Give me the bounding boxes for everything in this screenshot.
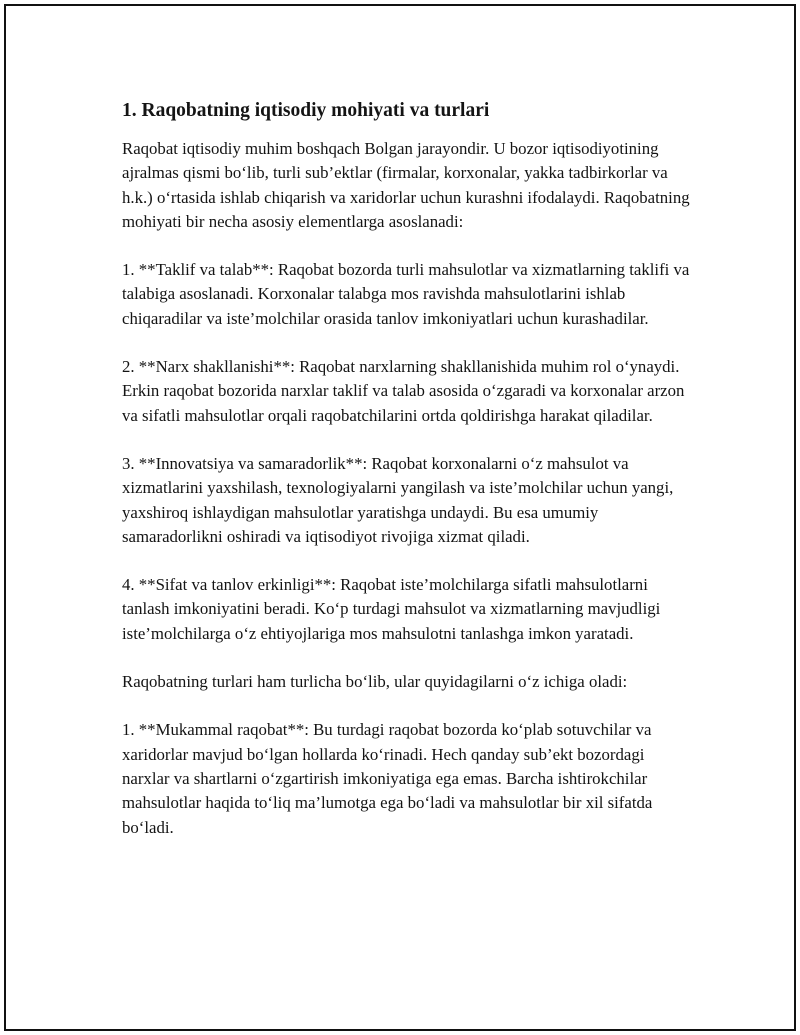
- page-frame: [4, 4, 796, 1031]
- page-title: 1. Raqobatning iqtisodiy mohiyati va turlari: [122, 100, 490, 121]
- paragraph-innovation: 3. **Innovatsiya va samaradorlik**: Raqobat korxonalarni o‘z mahsulot va xizmatlarini yaxshilash, texnologiyalarni yangilash va iste’molchilar uchun yangi, yaxshiroq ishlaydigan mahsulotlar yaratishga undaydi. Bu esa umumiy samaradorlikni oshiradi va iqtisodiyot rivojiga xizmat qiladi.: [122, 453, 674, 546]
- paragraph-intro: Raqobat iqtisodiy muhim boshqach Bolgan jarayondir. U bozor iqtisodiyotining ajralmas qismi bo‘lib, turli sub’ektlar (firmalar, korxonalar, yakka tadbirkorlar va h.k.) o‘rtasida ishlab chiqarish va xaridorlar uchun kurashni ifodalaydi. Raqobatning mohiyati bir necha asosiy elementlarga asoslanadi:: [122, 139, 690, 231]
- paragraph-price-formation: 2. **Narx shakllanishi**: Raqobat narxlarning shakllanishida muhim rol o‘ynaydi. Erkin raqobat bozorida narxlar taklif va talab asosida o‘zgaradi va korxonalar arzon va sifatli mahsulotlar orqali raqobatchilarini ortda qoldirishga harakat qiladilar.: [122, 357, 685, 425]
- paragraph-types-intro: Raqobatning turlari ham turlicha bo‘lib, ular quyidagilarni o‘z ichiga oladi:: [122, 672, 628, 692]
- document-body: [122, 98, 692, 864]
- paragraph-supply-demand: 1. **Taklif va talab**: Raqobat bozorda turli mahsulotlar va xizmatlarning taklifi va talabiga asoslanadi. Korxonalar talabga mos ravishda mahsulotlarini ishlab chiqaradilar va iste’molchilar orasida tanlov imkoniyatlari uchun kurashadilar.: [122, 260, 690, 328]
- paragraph-quality-choice: 4. **Sifat va tanlov erkinligi**: Raqobat iste’molchilarga sifatli mahsulotlarni tanlash imkoniyatini beradi. Ko‘p turdagi mahsulot va xizmatlarning mavjudligi iste’molchilarga o‘z ehtiyojlariga mos mahsulotni tanlashga imkon yaratadi.: [122, 575, 661, 643]
- paragraph-perfect-competition: 1. **Mukammal raqobat**: Bu turdagi raqobat bozorda ko‘plab sotuvchilar va xaridorlar mavjud bo‘lgan hollarda ko‘rinadi. Hech qanday sub’ekt bozordagi narxlar va shartlarni o‘zgartirish imkoniyatiga ega emas. Barcha ishtirokchilar mahsulotlar haqida to‘liq ma’lumotga ega bo‘ladi va mahsulotlar bir xil sifatda bo‘ladi.: [122, 720, 653, 837]
